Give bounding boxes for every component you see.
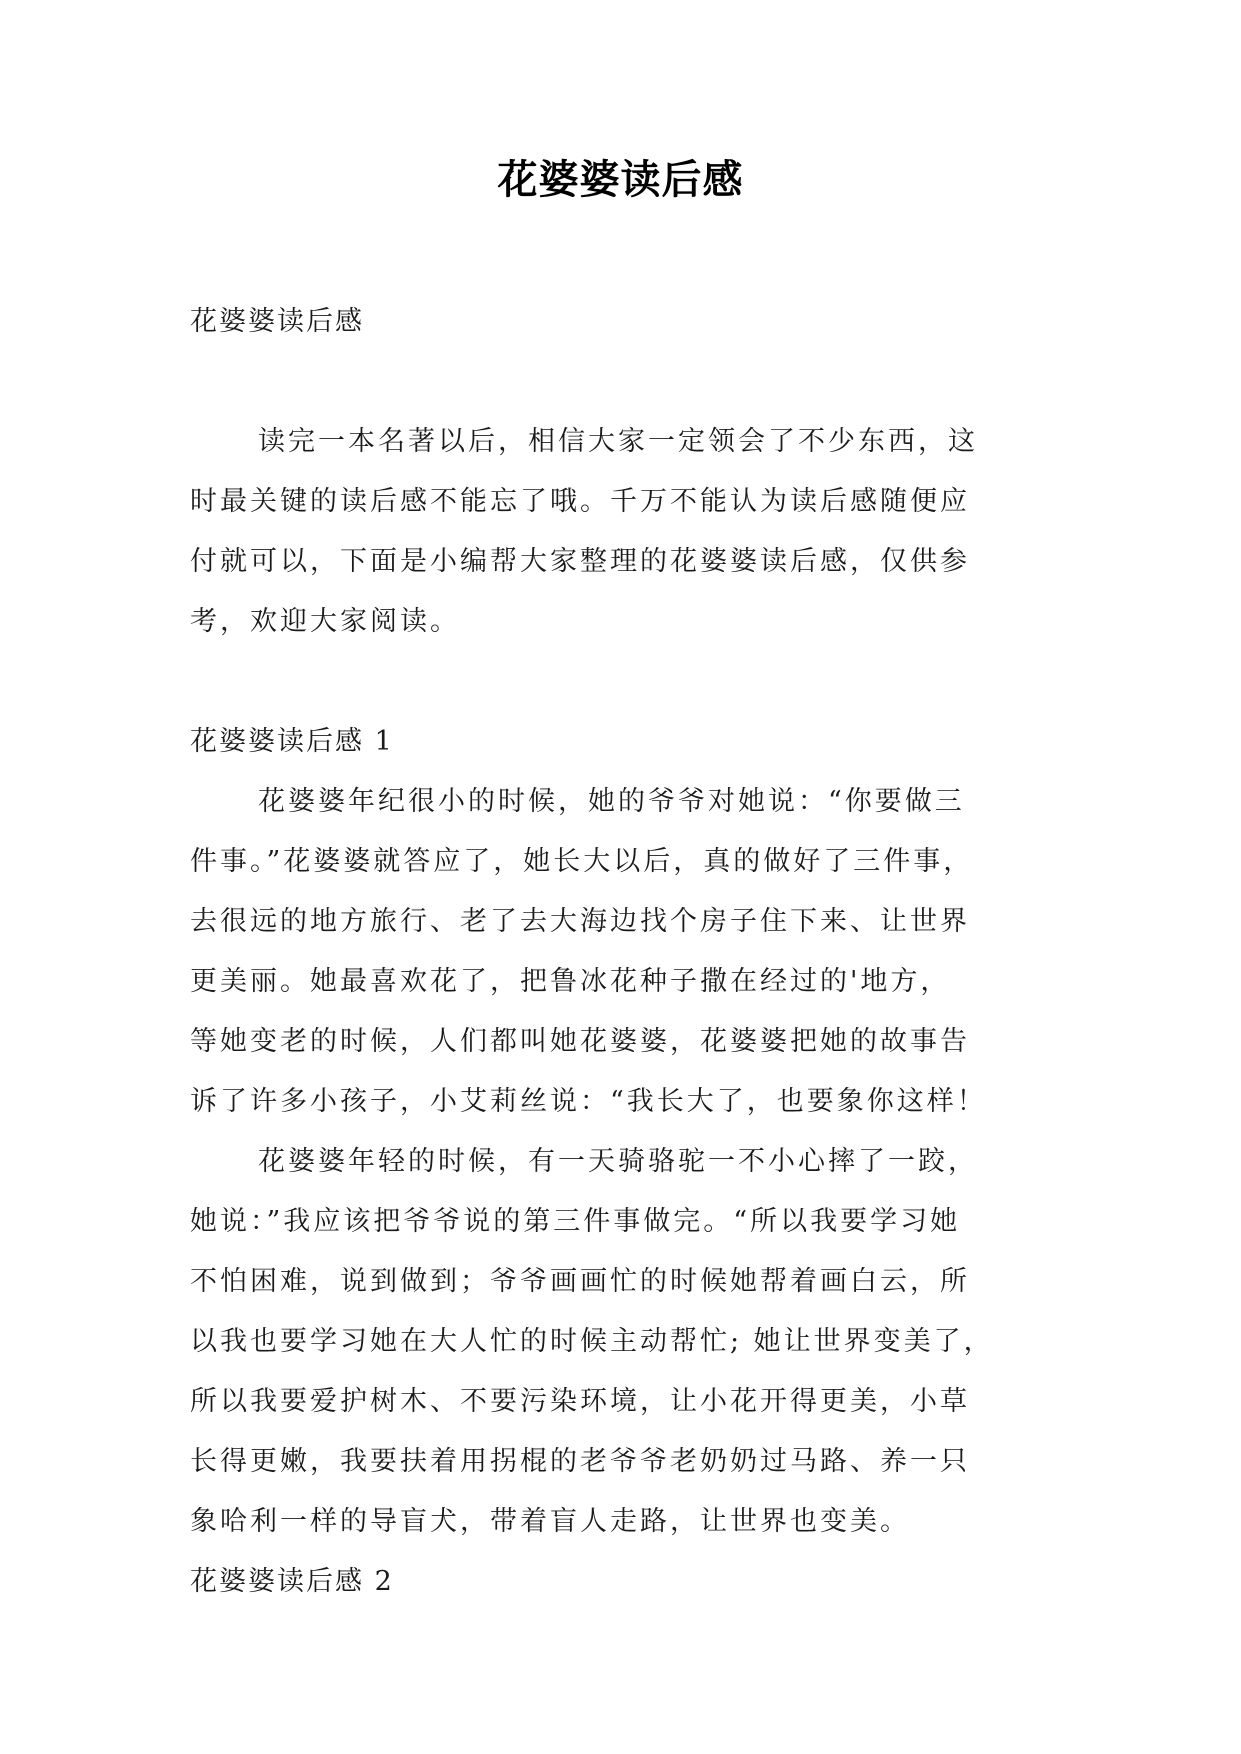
spacer xyxy=(190,352,1062,412)
paragraph-line: 以我也要学习她在大人忙的时候主动帮忙; 她让世界变美了， xyxy=(190,1326,994,1357)
paragraph-line: 她说：”我应该把爷爷说的第三件事做完。“所以我要学习她 xyxy=(190,1206,961,1237)
paragraph-line: 诉了许多小孩子，小艾莉丝说：“我长大了，也要象你这样！ xyxy=(190,1086,987,1117)
intro-line: 考，欢迎大家阅读。 xyxy=(190,606,460,637)
paragraph-line: 花婆婆年纪很小的时候，她的爷爷对她说：“你要做三 xyxy=(258,786,965,817)
paragraph-line: 不怕困难，说到做到；爷爷画画忙的时候她帮着画白云，所 xyxy=(190,1266,970,1297)
paragraph-line: 象哈利一样的导盲犬，带着盲人走路，让世界也变美。 xyxy=(190,1506,910,1537)
paragraph-line: 长得更嫩，我要扶着用拐棍的老爷爷老奶奶过马路、养一只 xyxy=(190,1446,970,1477)
paragraph-line: 花婆婆年轻的时候，有一天骑骆驼一不小心摔了一跤， xyxy=(258,1146,978,1177)
paragraph-line: 件事。”花婆婆就答应了，她长大以后，真的做好了三件事， xyxy=(190,846,974,877)
intro-line: 读完一本名著以后，相信大家一定领会了不少东西，这 xyxy=(258,426,978,457)
subtitle: 花婆婆读后感 xyxy=(190,306,364,337)
intro-line: 时最关键的读后感不能忘了哦。千万不能认为读后感随便应 xyxy=(190,486,970,517)
section-heading-1: 花婆婆读后感 1 xyxy=(190,726,394,757)
section1-paragraph-2 xyxy=(190,1132,1062,1552)
intro-paragraph xyxy=(190,412,1062,652)
paragraph-line: 等她变老的时候，人们都叫她花婆婆，花婆婆把她的故事告 xyxy=(190,1026,970,1057)
paragraph-line: 所以我要爱护树木、不要污染环境，让小花开得更美，小草 xyxy=(190,1386,970,1417)
section-heading-2: 花婆婆读后感 2 xyxy=(190,1566,394,1597)
intro-line: 付就可以，下面是小编帮大家整理的花婆婆读后感，仅供参 xyxy=(190,546,970,577)
section1-paragraph-1 xyxy=(190,772,1062,1132)
document-title: 花婆婆读后感 xyxy=(497,156,744,203)
paragraph-line: 更美丽。她最喜欢花了，把鲁冰花种子撒在经过的'地方， xyxy=(190,966,951,997)
document-body xyxy=(190,292,1062,1612)
spacer xyxy=(190,652,1062,712)
paragraph-line: 去很远的地方旅行、老了去大海边找个房子住下来、让世界 xyxy=(190,906,970,937)
